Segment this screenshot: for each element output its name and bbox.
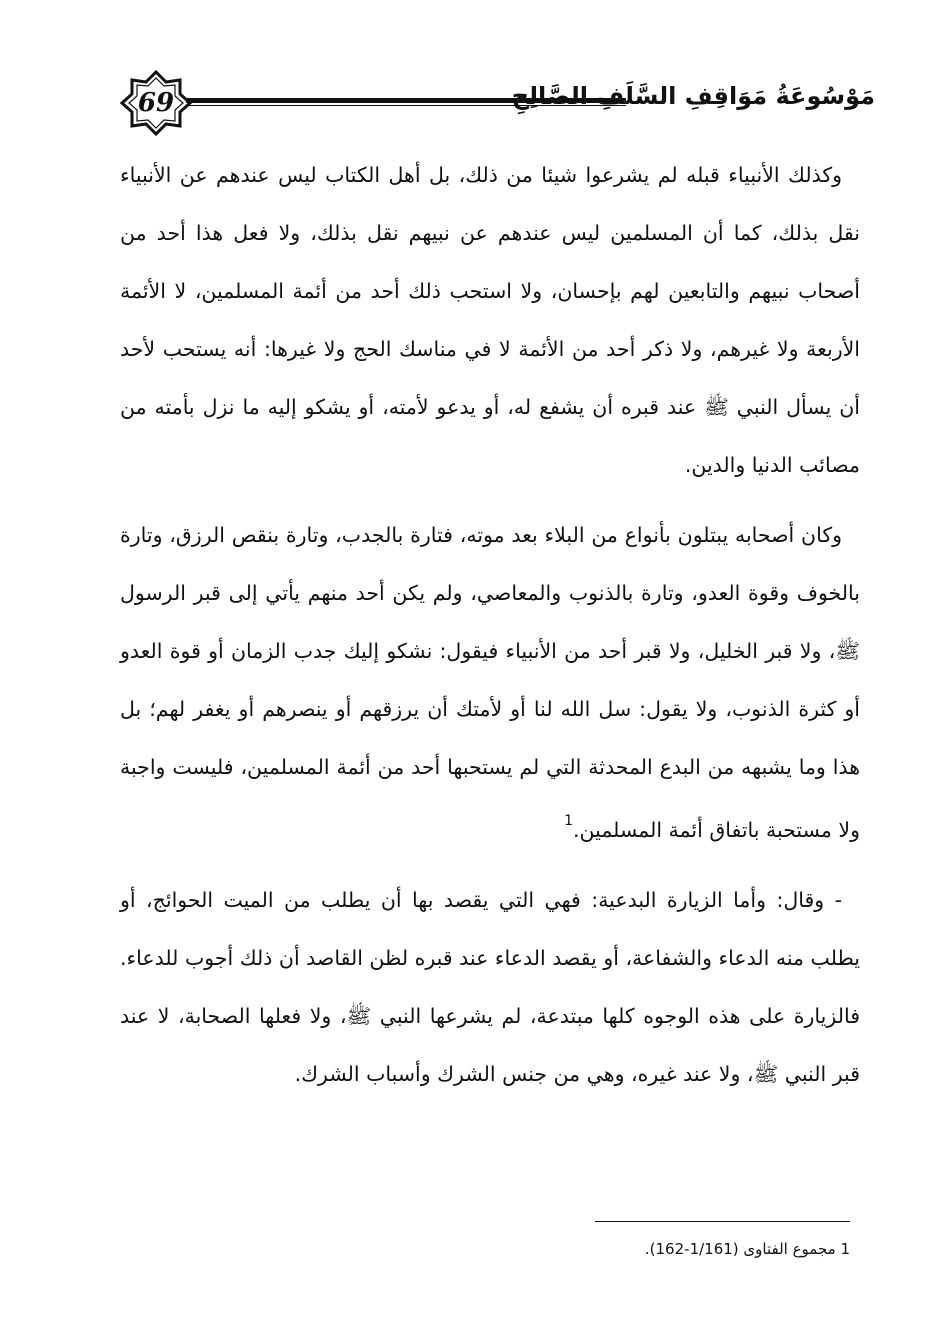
- series-title: مَوْسُوعَةُ مَوَاقِفِ السَّلَفِ الصَّالِحِ: [511, 82, 875, 110]
- footnote: 1 مجموع الفتاوى (1/161-162).: [644, 1240, 850, 1258]
- main-text: [120, 146, 860, 1103]
- paragraph: - وقال: وأما الزيارة البدعية: فهي التي يقصد بها أن يطلب من الميت الحوائج، أو يطلب منه الدعاء والشفاعة، أو يقصد الدعاء عند قبره لظن القاصد أن ذلك أجوب للدعاء. فالزيارة على هذه الوجوه كلها مبتدعة، لم يشرعها النبي ﷺ، ولا فعلها الصحابة، لا عند قبر النبي ﷺ، ولا عند غيره، وهي من جنس الشرك وأسباب الشرك.: [120, 887, 860, 1086]
- paragraph: وكذلك الأنبياء قبله لم يشرعوا شيئا من ذلك، بل أهل الكتاب ليس عندهم عن الأنبياء نقل بذلك، كما أن المسلمين ليس عندهم عن نبيهم نقل بذلك، ولا فعل هذا أحد من أصحاب نبيهم والتابعين لهم بإحسان، ولا استحب ذلك أحد من أئمة المسلمين، لا الأئمة الأربعة ولا غيرهم، ولا ذكر أحد من الأئمة لا في مناسك الحج ولا غيرها: أنه يستحب لأحد أن يسأل النبي ﷺ عند قبره أن يشفع له، أو يدعو لأمته، أو يشكو إليه ما نزل بأمته من مصائب الدنيا والدين.: [120, 163, 860, 477]
- page-number-badge: [120, 70, 192, 136]
- paragraph: [120, 506, 860, 859]
- page-number: 69: [137, 88, 175, 118]
- footnote-marker[interactable]: 1: [564, 813, 574, 829]
- footnote-divider: [595, 1221, 850, 1222]
- paragraph-text: وكان أصحابه يبتلون بأنواع من البلاء بعد موته، فتارة بالجدب، وتارة بنقص الرزق، وتارة بالخوف وقوة العدو، وتارة بالذنوب والمعاصي، ولم يكن أحد منهم يأتي إلى قبر الرسول ﷺ، ولا قبر الخليل، ولا قبر أحد من الأنبياء فيقول: نشكو إليك جدب الزمان أو قوة العدو أو كثرة الذنوب، ولا يقول: سل الله لنا أو لأمتك أن يرزقهم أو ينصرهم أو يغفر لهم؛ بل هذا وما يشبهه من البدع المحدثة التي لم يستحبها أحد من أئمة المسلمين، فليست واجبة ولا مستحبة باتفاق أئمة المسلمين.: [120, 523, 860, 842]
- page-header: [120, 70, 875, 136]
